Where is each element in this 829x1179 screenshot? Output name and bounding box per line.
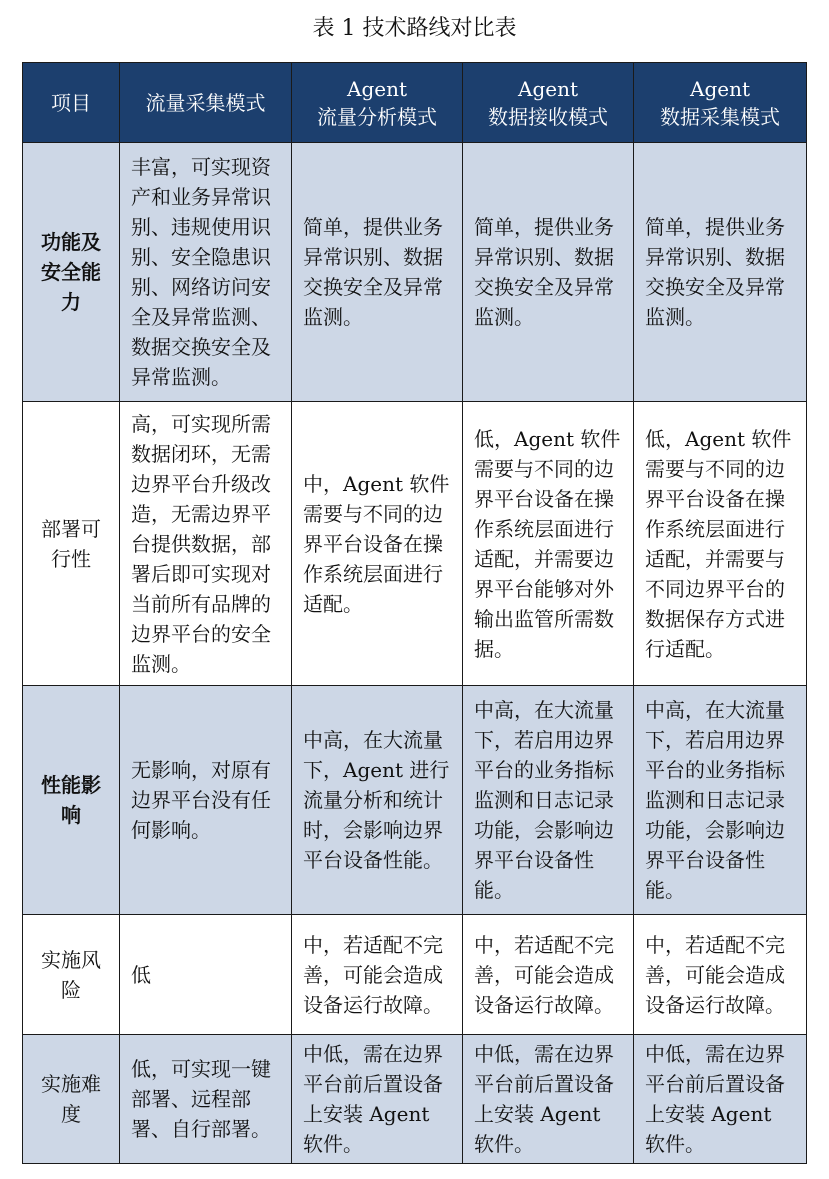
table-cell: 无影响，对原有边界平台没有任何影响。 bbox=[120, 686, 292, 915]
table-cell: 简单，提供业务异常识别、数据交换安全及异常监测。 bbox=[292, 143, 463, 402]
row-item: 实施风险 bbox=[23, 915, 120, 1035]
table-cell: 中，若适配不完善，可能会造成设备运行故障。 bbox=[292, 915, 463, 1035]
row-item: 功能及安全能力 bbox=[23, 143, 120, 402]
table-cell: 丰富，可实现资产和业务异常识别、违规使用识别、安全隐患识别、网络访问安全及异常监测、数据交换安全及异常监测。 bbox=[120, 143, 292, 402]
header-agent-data-collect: Agent 数据采集模式 bbox=[634, 63, 807, 143]
row-item: 性能影响 bbox=[23, 686, 120, 915]
table-row bbox=[23, 143, 807, 402]
table-cell: 中高，在大流量下，若启用边界平台的业务指标监测和日志记录功能，会影响边界平台设备性能。 bbox=[463, 686, 634, 915]
header-row bbox=[23, 63, 807, 143]
table-cell: 中低，需在边界平台前后置设备上安装 Agent 软件。 bbox=[463, 1035, 634, 1164]
table-cell: 中，若适配不完善，可能会造成设备运行故障。 bbox=[634, 915, 807, 1035]
table-row bbox=[23, 686, 807, 915]
table-cell: 中低，需在边界平台前后置设备上安装 Agent 软件。 bbox=[292, 1035, 463, 1164]
table-cell: 低 bbox=[120, 915, 292, 1035]
table-cell: 高，可实现所需数据闭环，无需边界平台升级改造，无需边界平台提供数据，部署后即可实现对当前所有品牌的边界平台的安全监测。 bbox=[120, 402, 292, 686]
row-item: 实施难度 bbox=[23, 1035, 120, 1164]
header-traffic-capture: 流量采集模式 bbox=[120, 63, 292, 143]
table-cell: 简单，提供业务异常识别、数据交换安全及异常监测。 bbox=[634, 143, 807, 402]
table-row bbox=[23, 402, 807, 686]
table-cell: 简单，提供业务异常识别、数据交换安全及异常监测。 bbox=[463, 143, 634, 402]
table-cell: 低，可实现一键部署、远程部署、自行部署。 bbox=[120, 1035, 292, 1164]
table-cell: 中低，需在边界平台前后置设备上安装 Agent 软件。 bbox=[634, 1035, 807, 1164]
table-cell: 中高，在大流量下，Agent 进行流量分析和统计时，会影响边界平台设备性能。 bbox=[292, 686, 463, 915]
table-row bbox=[23, 915, 807, 1035]
table-caption: 表 1 技术路线对比表 bbox=[312, 16, 517, 41]
table-cell: 中高，在大流量下，若启用边界平台的业务指标监测和日志记录功能，会影响边界平台设备性能。 bbox=[634, 686, 807, 915]
header-agent-data-receive: Agent 数据接收模式 bbox=[463, 63, 634, 143]
table-cell: 中，若适配不完善，可能会造成设备运行故障。 bbox=[463, 915, 634, 1035]
header-item: 项目 bbox=[23, 63, 120, 143]
header-agent-traffic-analysis: Agent 流量分析模式 bbox=[292, 63, 463, 143]
table-cell: 低，Agent 软件需要与不同的边界平台设备在操作系统层面进行适配，并需要边界平台能够对外输出监管所需数据。 bbox=[463, 402, 634, 686]
table-cell: 中，Agent 软件需要与不同的边界平台设备在操作系统层面进行适配。 bbox=[292, 402, 463, 686]
table-cell: 低，Agent 软件需要与不同的边界平台设备在操作系统层面进行适配，并需要与不同边界平台的数据保存方式进行适配。 bbox=[634, 402, 807, 686]
table-row bbox=[23, 1035, 807, 1164]
row-item: 部署可行性 bbox=[23, 402, 120, 686]
comparison-table bbox=[22, 62, 807, 1164]
